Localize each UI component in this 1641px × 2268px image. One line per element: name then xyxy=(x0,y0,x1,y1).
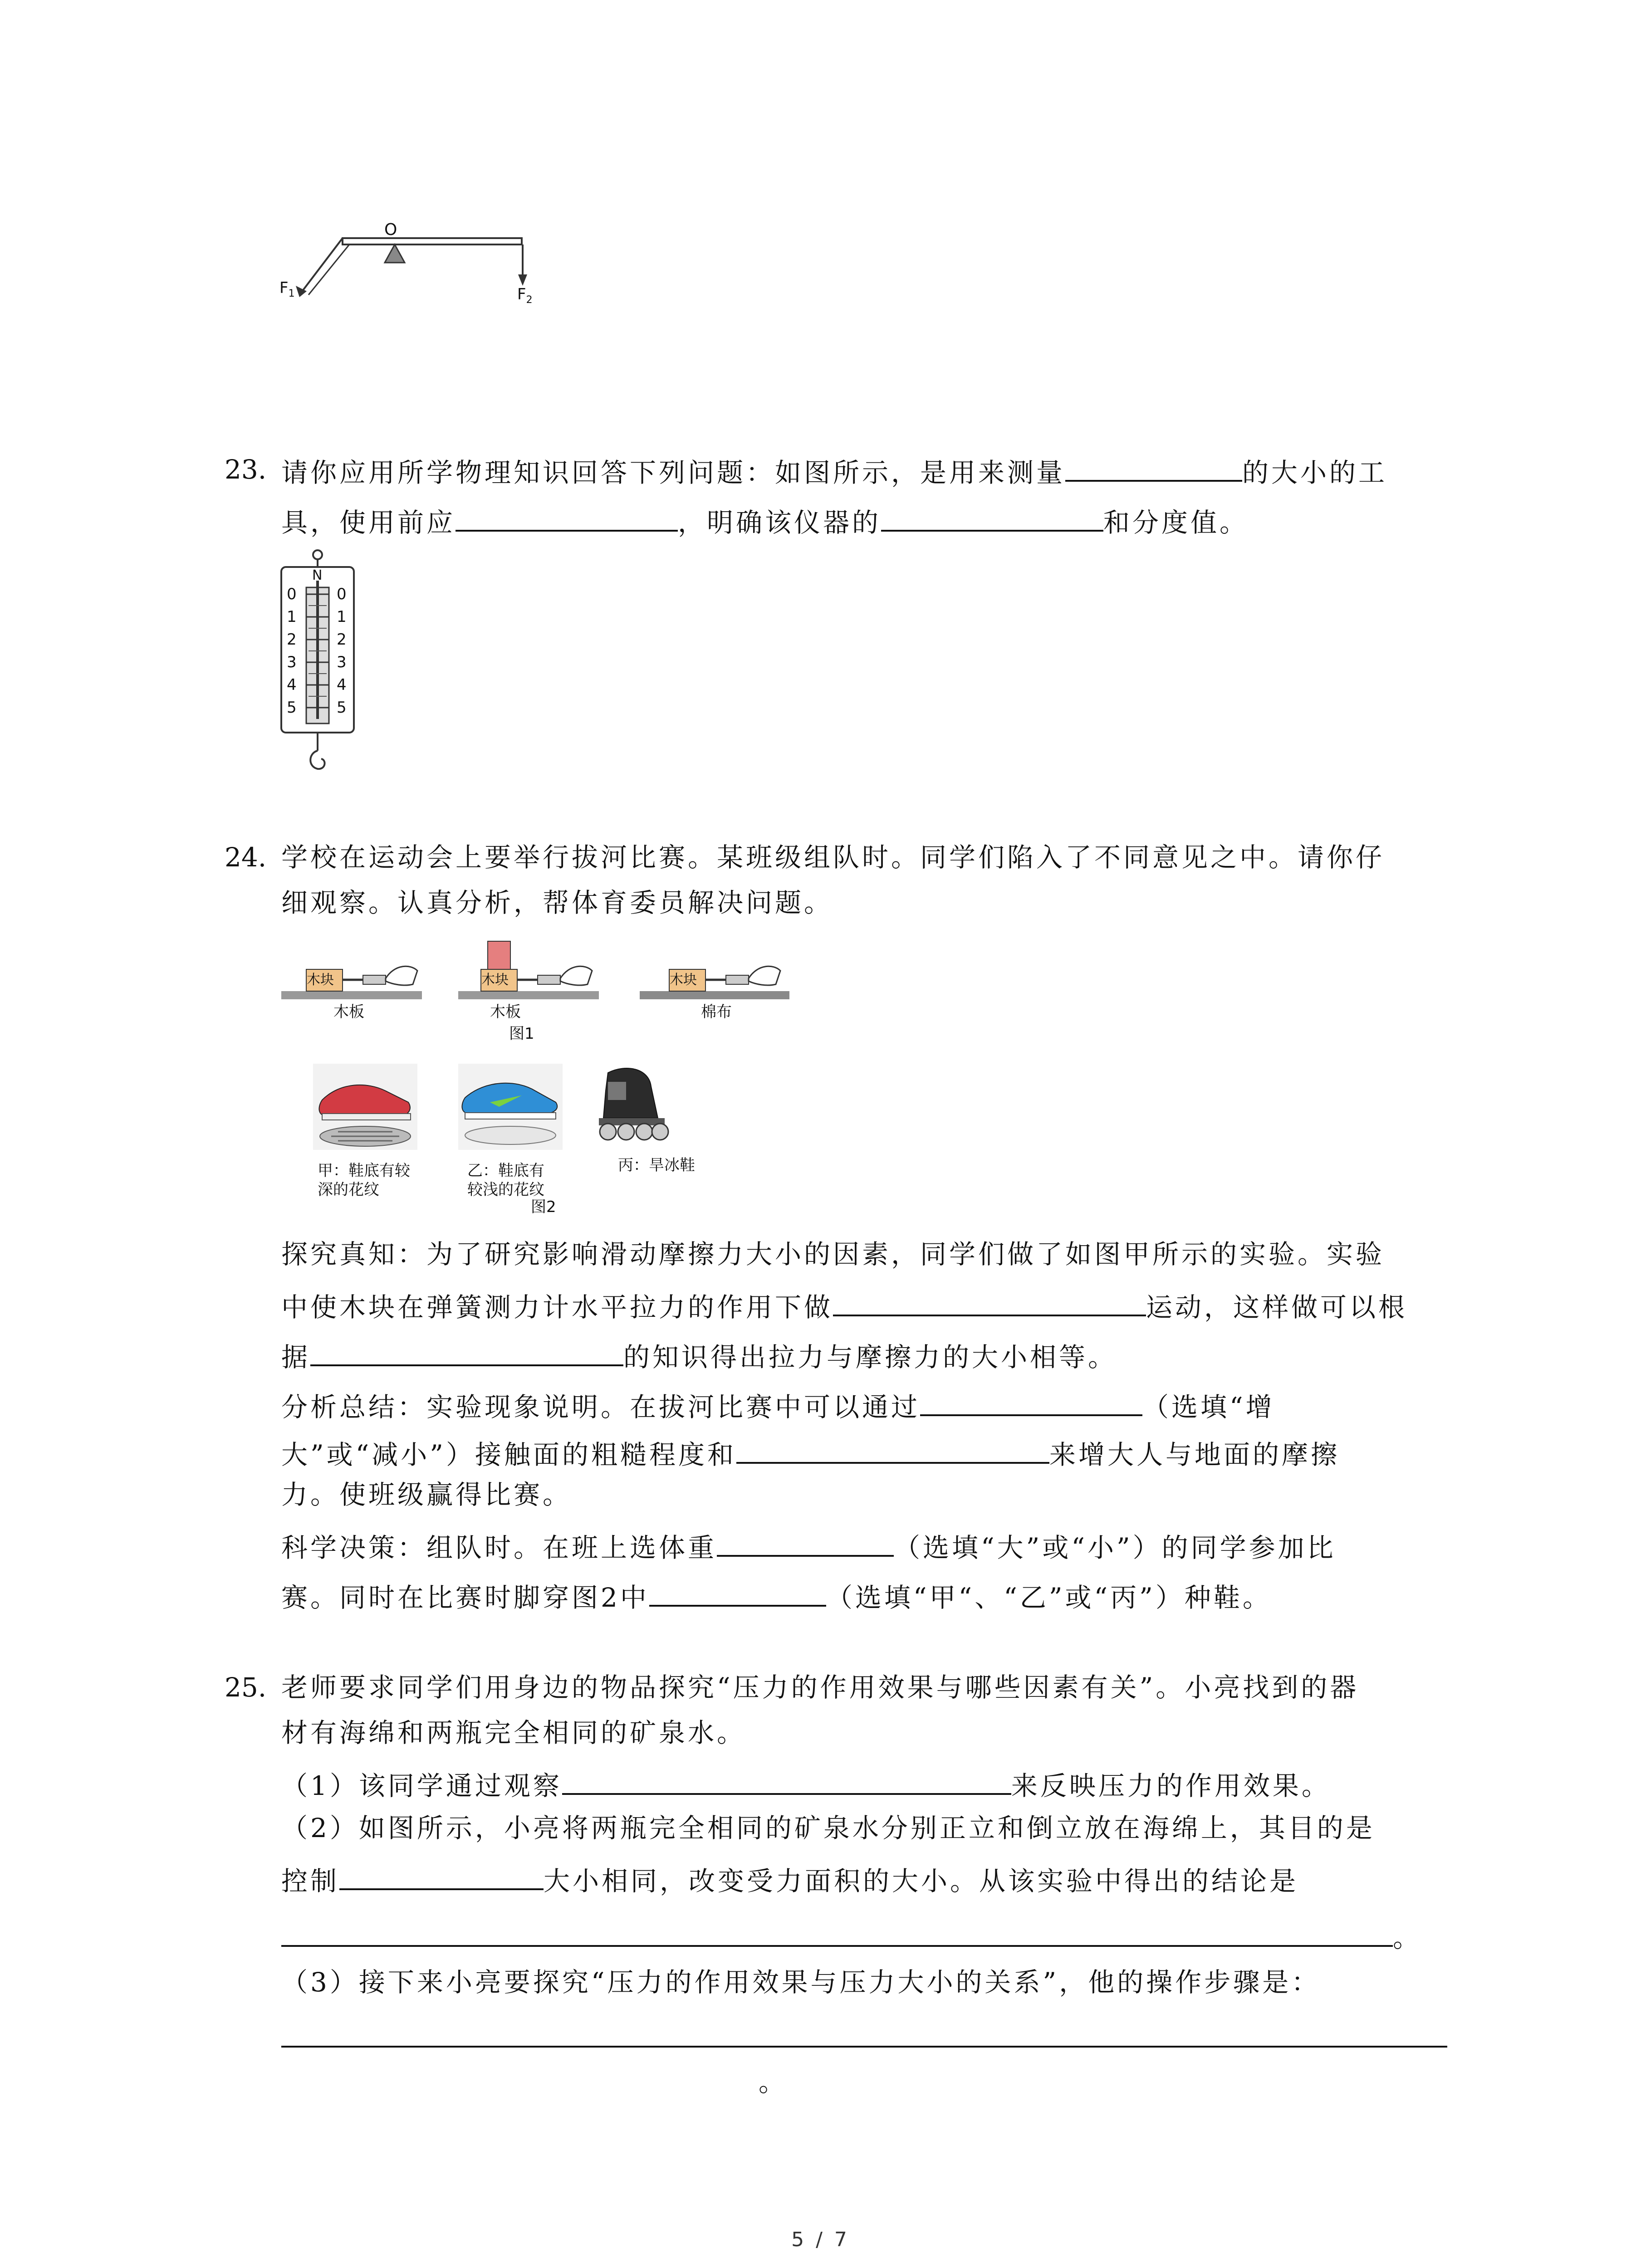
answer-blank-23-b[interactable] xyxy=(456,503,678,532)
force-f1-label: $F_1$ xyxy=(279,279,295,299)
q25-step-2-line-3: 。 xyxy=(281,1919,1422,1954)
answer-blank-24-a[interactable] xyxy=(833,1288,1146,1316)
answer-blank-23-c[interactable] xyxy=(881,503,1103,532)
q25-step-2-line-1: （2）如图所示，小亮将两瓶完全相同的矿泉水分别正立和倒立放在海绵上，其目的是 xyxy=(281,1813,1375,1843)
question-25-number: 25. xyxy=(225,1672,267,1703)
block-label-1: 木块 xyxy=(307,972,334,988)
answer-blank-24-c[interactable] xyxy=(920,1388,1142,1416)
surface-label-1: 木板 xyxy=(333,1003,364,1021)
q24-decision-line-2: 赛。同时在比赛时脚穿图2中 （选填“甲“、“乙”或“丙”）种鞋。 xyxy=(281,1579,1272,1613)
pivot-label: O xyxy=(384,220,397,239)
page-number: 5 / 7 xyxy=(791,2228,850,2251)
answer-blank-25-a[interactable] xyxy=(562,1767,1011,1795)
question-23-line-1: 请你应用所学物理知识回答下列问题：如图所示，是用来测量 的大小的工 xyxy=(281,454,1387,489)
figure-2-caption: 图2 xyxy=(531,1198,556,1216)
scale-unit-label: N xyxy=(312,567,323,583)
q24-explore-line-3: 据 的知识得出拉力与摩擦力的大小相等。 xyxy=(281,1338,1117,1373)
surface-label-3: 棉布 xyxy=(701,1003,732,1021)
answer-blank-25-c[interactable] xyxy=(281,1919,1393,1947)
block-label-2: 木块 xyxy=(481,972,509,988)
answer-blank-24-d[interactable] xyxy=(736,1436,1049,1464)
surface-label-2: 木板 xyxy=(490,1003,521,1021)
figure-1-caption: 图1 xyxy=(509,1025,534,1043)
question-24-number: 24. xyxy=(225,842,267,873)
q24-analysis-line-3: 力。使班级赢得比赛。 xyxy=(281,1479,572,1510)
question-24-line-2: 细观察。认真分析，帮体育委员解决问题。 xyxy=(281,887,833,918)
q24-explore-line-1: 探究真知：为了研究影响滑动摩擦力大小的因素，同学们做了如图甲所示的实验。实验 xyxy=(281,1239,1385,1270)
answer-blank-24-b[interactable] xyxy=(310,1338,623,1366)
question-25-line-1: 老师要求同学们用身边的物品探究“压力的作用效果与哪些因素有关”。小亮找到的器 xyxy=(281,1672,1359,1703)
answer-blank-24-e[interactable] xyxy=(717,1529,894,1557)
question-23-line-2: 具，使用前应 ，明确该仪器的 和分度值。 xyxy=(281,503,1249,538)
shoe-label-jia: 甲：鞋底有较 深的花纹 xyxy=(318,1162,410,1199)
answer-blank-23-a[interactable] xyxy=(1065,454,1242,482)
q24-explore-line-2: 中使木块在弹簧测力计水平拉力的作用下做 运动，这样做可以根 xyxy=(281,1288,1407,1323)
shoe-label-yi: 乙：鞋底有 较浅的花纹 xyxy=(467,1162,544,1199)
answer-blank-24-f[interactable] xyxy=(649,1579,826,1607)
q24-analysis-line-1: 分析总结：实验现象说明。在拔河比赛中可以通过 （选填“增 xyxy=(281,1388,1275,1423)
force-f2-label: $F_2$ xyxy=(517,285,533,306)
block-label-3: 木块 xyxy=(670,972,697,988)
q24-decision-line-1: 科学决策：组队时。在班上选体重 （选填“大”或“小”）的同学参加比 xyxy=(281,1529,1336,1564)
scale-left-ticks: 0 1 2 3 4 5 xyxy=(287,585,297,717)
lever-figure xyxy=(272,218,544,313)
q25-step-1: （1）该同学通过观察 来反映压力的作用效果。 xyxy=(281,1767,1331,1802)
q24-analysis-line-2: 大”或“减小”）接触面的粗糙程度和 来增大人与地面的摩擦 xyxy=(281,1436,1340,1471)
question-23-number: 23. xyxy=(225,454,267,485)
question-25-line-2: 材有海绵和两瓶完全相同的矿泉水。 xyxy=(281,1717,746,1748)
scale-right-ticks: 0 1 2 3 4 5 xyxy=(337,585,347,717)
question-24-line-1: 学校在运动会上要举行拔河比赛。某班级组队时。同学们陷入了不同意见之中。请你仔 xyxy=(281,842,1385,873)
shoe-label-bing: 丙：旱冰鞋 xyxy=(618,1156,695,1174)
answer-blank-25-b[interactable] xyxy=(339,1862,544,1890)
q25-step-3-line-1: （3）接下来小亮要探究“压力的作用效果与压力大小的关系”，他的操作步骤是： xyxy=(281,1967,1321,1998)
q25-step-2-line-2: 控制 大小相同，改变受力面积的大小。从该实验中得出的结论是 xyxy=(281,1862,1298,1897)
q25-step-3-end: 。 xyxy=(759,2067,788,2097)
answer-blank-25-d[interactable] xyxy=(281,2046,1447,2048)
